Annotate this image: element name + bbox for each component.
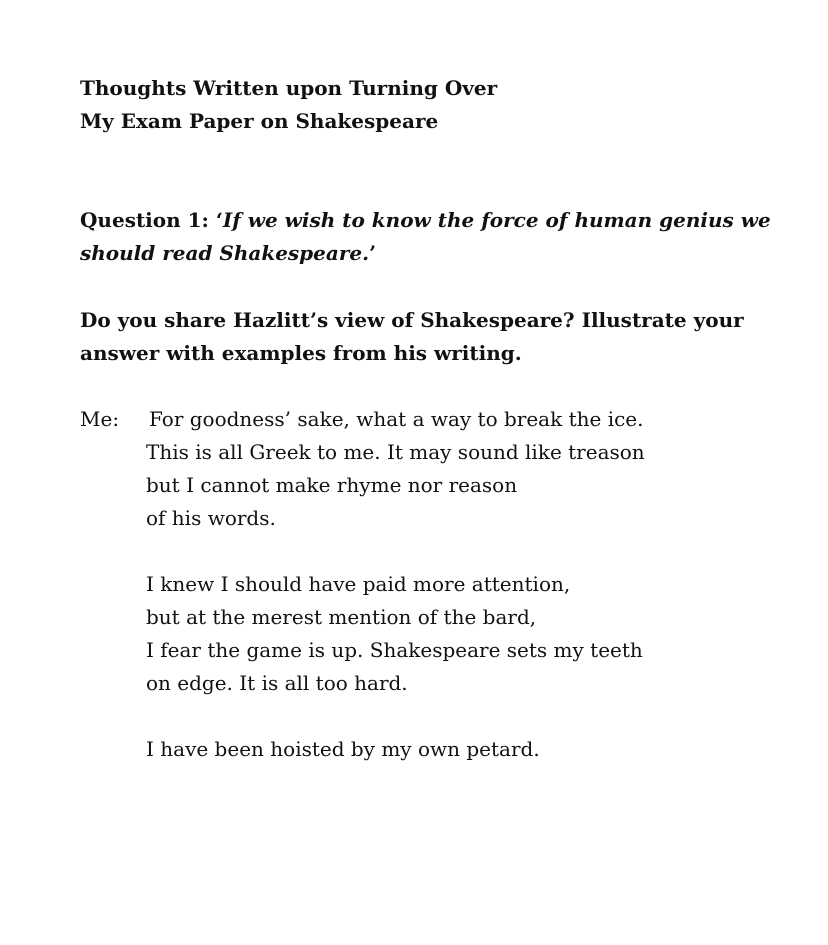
verse-line: on edge. It is all too hard. xyxy=(146,671,408,695)
question-line-2 xyxy=(80,237,376,270)
verse-line: of his words. xyxy=(146,506,276,530)
verse-line: I fear the game is up. Shakespeare sets my teeth xyxy=(146,638,643,662)
title-line-2: My Exam Paper on Shakespeare xyxy=(80,109,439,133)
verse-line: I knew I should have paid more attention, xyxy=(146,572,571,596)
verse-line: but at the merest mention of the bard, xyxy=(146,605,537,629)
prompt-line-1: Do you share Hazlitt’s view of Shakespeare? Illustrate your xyxy=(80,308,744,332)
title-line-1: Thoughts Written upon Turning Over xyxy=(80,76,498,100)
verse-line: I have been hoisted by my own petard. xyxy=(146,737,540,761)
question-label: Question 1: ‘ xyxy=(80,208,223,232)
question-quote-part-1: If we wish to know the force of human genius we xyxy=(222,208,771,232)
prompt-line-2: answer with examples from his writing. xyxy=(80,341,522,365)
question-quote-part-2: should read Shakespeare. xyxy=(80,241,370,265)
speaker-label: Me: xyxy=(80,407,120,431)
question-line-1 xyxy=(80,204,771,237)
verse-line: For goodness’ sake, what a way to break the ice. xyxy=(149,407,644,431)
verse-line: This is all Greek to me. It may sound like treason xyxy=(146,440,645,464)
verse-line: but I cannot make rhyme nor reason xyxy=(146,473,518,497)
question-quote-close: ’ xyxy=(369,241,377,265)
